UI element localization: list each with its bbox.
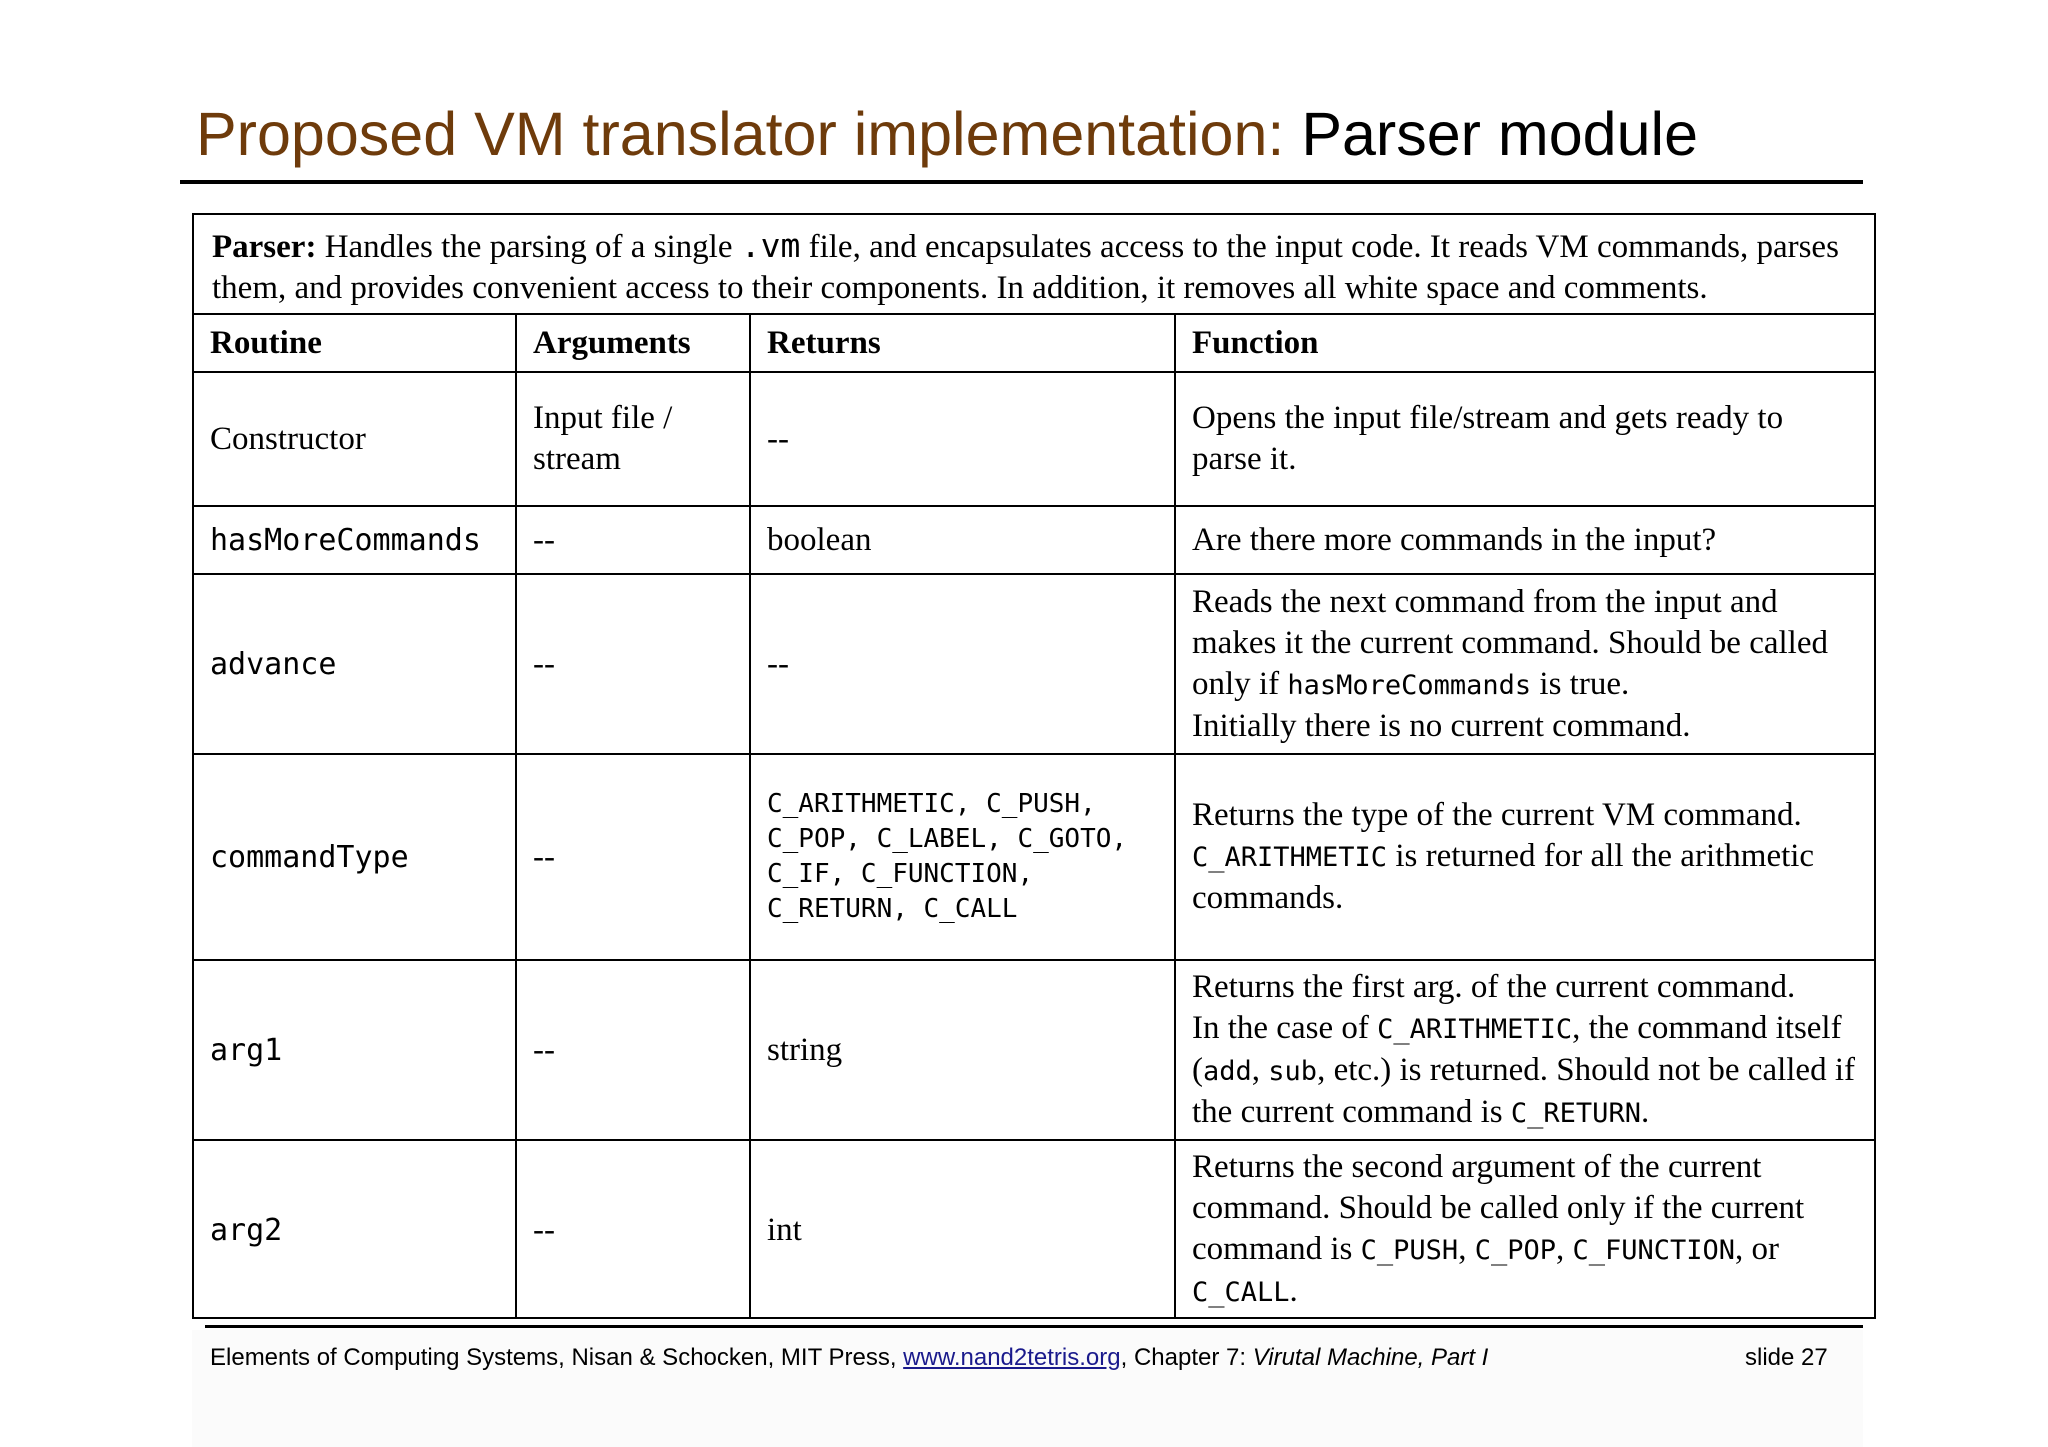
function-cell: Reads the next command from the input and makes it the current command. Should be called only if hasMoreCommands is true. Initially there is no current command. xyxy=(1175,574,1874,754)
slide-number: slide 27 xyxy=(1745,1344,1828,1371)
slide-title xyxy=(196,98,1698,170)
returns-cell: C_ARITHMETIC, C_PUSH, C_POP, C_LABEL, C_GOTO, C_IF, C_FUNCTION, C_RETURN, C_CALL xyxy=(750,754,1175,960)
table-row xyxy=(194,754,1874,960)
arguments-cell: -- xyxy=(516,754,750,960)
header-function: Function xyxy=(1175,315,1874,372)
routine-cell: hasMoreCommands xyxy=(194,506,516,574)
returns-cell: -- xyxy=(750,574,1175,754)
footer-rule xyxy=(205,1325,1863,1328)
arguments-cell: -- xyxy=(516,1140,750,1319)
function-cell: Returns the type of the current VM command. C_ARITHMETIC is returned for all the arithmetic commands. xyxy=(1175,754,1874,960)
arguments-cell: -- xyxy=(516,574,750,754)
footer-citation xyxy=(210,1343,1488,1373)
description-text: Handles the parsing of a single xyxy=(324,229,733,265)
description-code: .vm xyxy=(740,226,801,265)
returns-cell: string xyxy=(750,960,1175,1140)
arguments-cell: -- xyxy=(516,960,750,1140)
footer-text: Elements of Computing Systems, Nisan & Schocken, MIT Press, xyxy=(210,1344,897,1371)
table-row xyxy=(194,574,1874,754)
table-header-row xyxy=(194,315,1874,372)
function-cell: Are there more commands in the input? xyxy=(1175,506,1874,574)
title-module: Parser module xyxy=(1301,100,1698,168)
title-underline xyxy=(180,180,1863,184)
returns-cell: -- xyxy=(750,372,1175,506)
footer-text: , Chapter 7: xyxy=(1120,1344,1247,1371)
arguments-cell: -- xyxy=(516,506,750,574)
header-routine: Routine xyxy=(194,315,516,372)
title-prefix: Proposed VM translator implementation: xyxy=(196,100,1285,168)
table-row xyxy=(194,372,1874,506)
arguments-cell: Input file / stream xyxy=(516,372,750,506)
parser-routines-table xyxy=(194,315,1874,1319)
returns-cell: boolean xyxy=(750,506,1175,574)
routine-cell: advance xyxy=(194,574,516,754)
returns-cell: int xyxy=(750,1140,1175,1319)
routine-cell: commandType xyxy=(194,754,516,960)
function-cell: Opens the input file/stream and gets ready to parse it. xyxy=(1175,372,1874,506)
table-row xyxy=(194,1140,1874,1319)
function-cell: Returns the first arg. of the current command. In the case of C_ARITHMETIC, the command itself (add, sub, etc.) is returned. Should not be called if the current command is C_RETURN. xyxy=(1175,960,1874,1140)
routine-cell: Constructor xyxy=(194,372,516,506)
header-returns: Returns xyxy=(750,315,1175,372)
parser-description xyxy=(194,215,1874,315)
table-row xyxy=(194,960,1874,1140)
header-arguments: Arguments xyxy=(516,315,750,372)
chapter-title: Virutal Machine, Part I xyxy=(1252,1344,1489,1371)
description-label: Parser: xyxy=(212,229,317,265)
routine-cell: arg2 xyxy=(194,1140,516,1319)
routine-cell: arg1 xyxy=(194,960,516,1140)
table-row xyxy=(194,506,1874,574)
website-link[interactable]: www.nand2tetris.org xyxy=(903,1344,1121,1371)
parser-api-panel xyxy=(192,213,1876,1319)
function-cell: Returns the second argument of the current command. Should be called only if the current command is C_PUSH, C_POP, C_FUNCTION, or C_CALL. xyxy=(1175,1140,1874,1319)
description-text: file, and encapsulates access to the input code. It reads VM commands, parses them, and provides convenient access to their components. In addition, it removes all white space and comments. xyxy=(212,229,1839,306)
